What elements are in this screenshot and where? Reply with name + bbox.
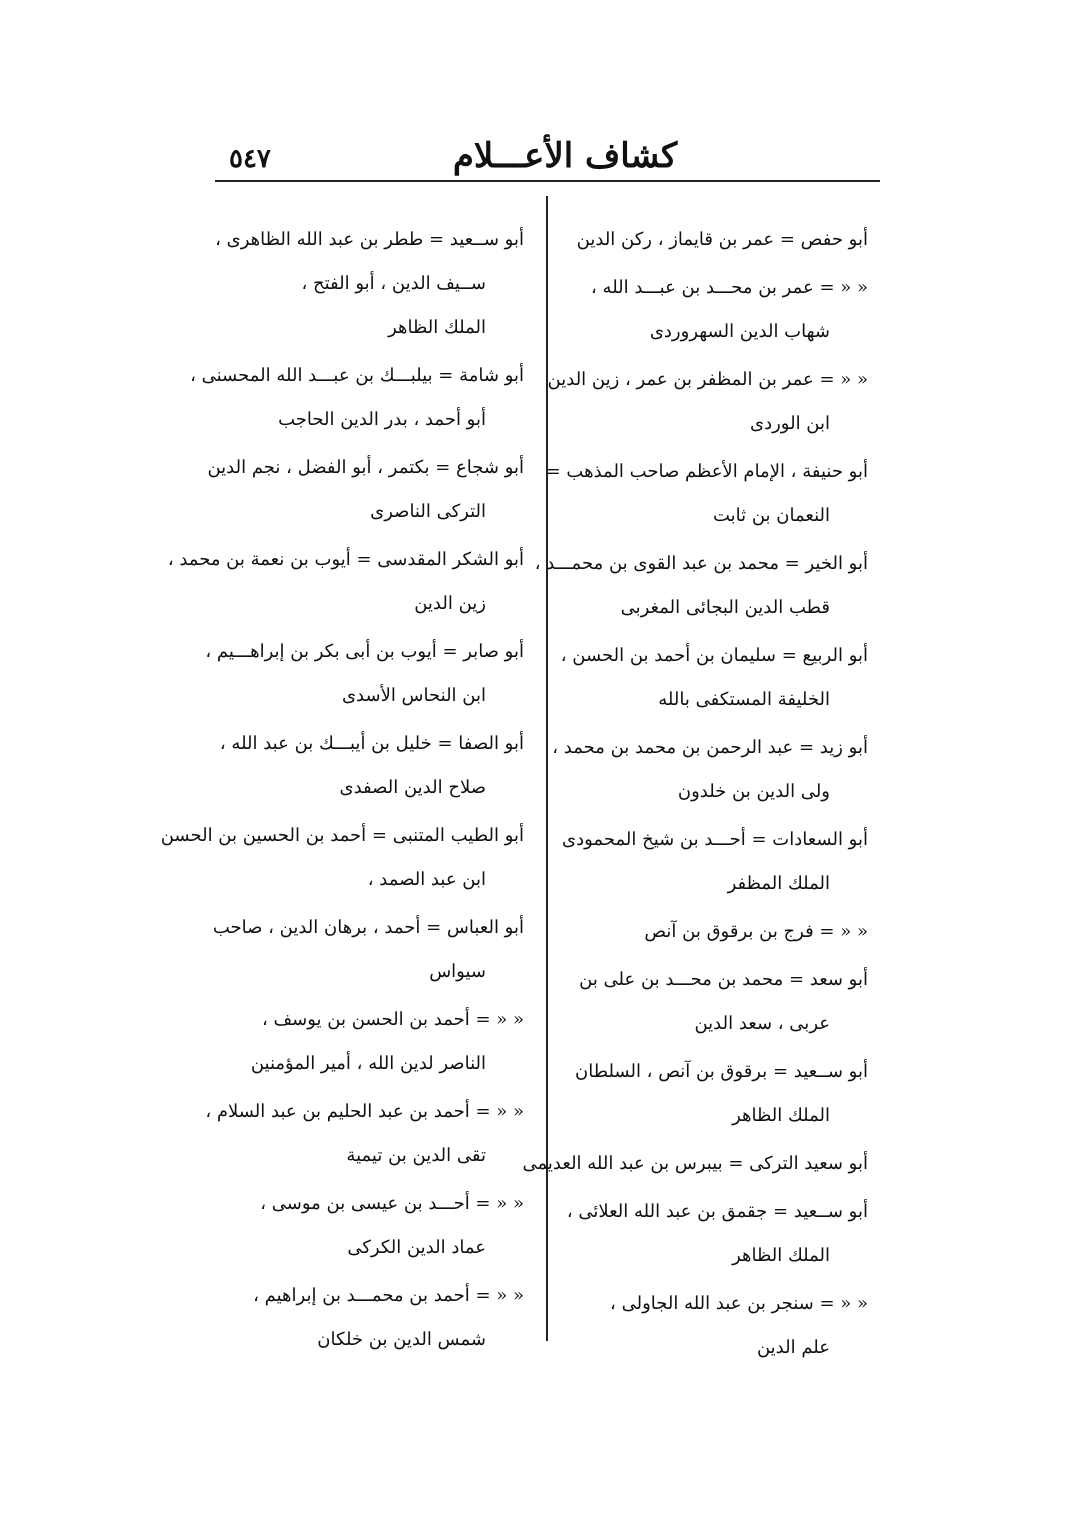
entry-heading-line: أبو الشكر المقدسى = أيوب بن نعمة بن محمد ، [167, 549, 524, 570]
entry-heading-line: أبو الخير = محمد بن عبد القوى بن محمـــد ، [534, 553, 868, 574]
entry-heading-line: أبو ســعيد = جقمق بن عبد الله العلائى ، [566, 1201, 868, 1222]
entry-heading-line: أبو السعادات = أحـــد بن شيخ المحمودى [562, 829, 868, 850]
entry-heading-line: أبو الصفا = خليل بن أيبـــك بن عبد الله ، [219, 733, 524, 754]
entry-continuation-line: قطب الدين البجائى المغربى [620, 597, 830, 618]
entry-heading-line: أبو سعيد التركى = بيبرس بن عبد الله العديمى [522, 1153, 868, 1174]
entry-continuation-line: الملك الظاهر [732, 1245, 830, 1266]
index-entry [226, 1274, 524, 1362]
entry-continuation-line: الخليفة المستكفى بالله [658, 689, 830, 710]
entry-heading-line: أبو العباس = أحمد ، برهان الدين ، صاحب [212, 917, 524, 938]
entry-continuation-line: زين الدين [414, 593, 486, 614]
entry-heading-line: أبو حفص = عمر بن قايماز ، ركن الدين [576, 229, 868, 250]
entry-continuation-line: ابن عبد الصمد ، [367, 869, 486, 890]
entry-heading-line: « « = أحمد بن الحسن بن يوسف ، [262, 1009, 524, 1030]
page-header [215, 128, 880, 180]
entry-continuation-line: علم الدين [756, 1337, 830, 1358]
entry-continuation-line: شمس الدين بن خلكان [317, 1329, 486, 1350]
running-title: كشاف الأعـــلام [452, 136, 678, 176]
index-entry [226, 1182, 524, 1270]
entry-continuation-line: تقى الدين بن تيمية [346, 1145, 486, 1166]
index-entry [190, 354, 524, 442]
entry-continuation-line: أبو أحمد ، بدر الدين الحاجب [278, 409, 486, 430]
entry-heading-line: « « = عمر بن محـــد بن عبـــد الله ، [591, 277, 868, 298]
entry-heading-line: أبو ســعيد = ططر بن عبد الله الظاهرى ، [215, 229, 524, 250]
entry-continuation-line: صلاح الدين الصفدى [339, 777, 486, 798]
index-entry [545, 450, 868, 538]
entry-continuation-line: الناصر لدين الله ، أمير المؤمنين [250, 1053, 486, 1074]
entry-continuation-line: عربى ، سعد الدين [694, 1013, 830, 1034]
header-rule [215, 180, 880, 182]
entry-heading-line: أبو شجاع = بكتمر ، أبو الفضل ، نجم الدين [207, 457, 524, 478]
entry-heading-line: « « = أحمد بن محمـــد بن إبراهيم ، [253, 1285, 524, 1306]
entry-continuation-line: ابن الوردى [749, 413, 830, 434]
entry-continuation-line: ابن النحاس الأسدى [341, 685, 486, 706]
entry-continuation-line: الملك الظاهر [388, 317, 486, 338]
entry-continuation-line: عماد الدين الكركى [347, 1237, 486, 1258]
index-entry [570, 910, 868, 954]
entry-heading-line: أبو سعد = محمد بن محـــد بن على بن [579, 969, 868, 990]
index-entry [570, 266, 868, 354]
entry-continuation-line: ولى الدين بن خلدون [677, 781, 830, 802]
index-entry [570, 1050, 868, 1138]
entry-continuation-line: النعمان بن ثابت [712, 505, 830, 526]
index-entry [547, 358, 868, 446]
index-entry [570, 218, 868, 262]
index-entry [205, 1090, 524, 1178]
entry-continuation-line: الملك المظفر [727, 873, 830, 894]
index-entry [207, 446, 524, 534]
entry-heading-line: أبو الربيع = سليمان بن أحمد بن الحسن ، [560, 645, 868, 666]
index-entry [167, 538, 524, 626]
index-entry [562, 818, 868, 906]
index-entry [560, 634, 868, 722]
index-entry [552, 726, 868, 814]
entry-heading-line: أبو ســعيد = برقوق بن آنص ، السلطان [574, 1061, 868, 1082]
entry-heading-line: « « = سنجر بن عبد الله الجاولى ، [610, 1293, 868, 1314]
entry-continuation-line: ســيف الدين ، أبو الفتح ، [301, 273, 486, 294]
index-entry [215, 218, 524, 350]
index-entry [219, 722, 524, 810]
index-entry [570, 1282, 868, 1370]
index-entry [205, 630, 524, 718]
entry-heading-line: أبو زيد = عبد الرحمن بن محمد بن محمد ، [552, 737, 868, 758]
entry-continuation-line: سيواس [429, 961, 486, 982]
index-entry [534, 542, 868, 630]
entry-heading-line: أبو حنيفة ، الإمام الأعظم صاحب المذهب = [545, 461, 868, 482]
index-entry [226, 998, 524, 1086]
index-entry [522, 1142, 868, 1186]
index-entry [566, 1190, 868, 1278]
entry-heading-line: « « = أحمد بن عبد الحليم بن عبد السلام ، [205, 1101, 524, 1122]
entry-heading-line: « « = عمر بن المظفر بن عمر ، زين الدين [547, 369, 868, 390]
index-entry [212, 906, 524, 994]
entry-heading-line: « « = أحـــد بن عيسى بن موسى ، [260, 1193, 524, 1214]
entry-heading-line: « « = فرج بن برقوق بن آنص [644, 921, 868, 942]
left-column [160, 218, 524, 1366]
index-entry [160, 814, 524, 902]
entry-continuation-line: الملك الظاهر [732, 1105, 830, 1126]
entry-heading-line: أبو صابر = أيوب بن أبى بكر بن إبراهـــيم ، [205, 641, 524, 662]
page-number: ٥٤٧ [229, 144, 271, 174]
index-entry [570, 958, 868, 1046]
entry-heading-line: أبو شامة = بيلبـــك بن عبـــد الله المحسنى ، [190, 365, 524, 386]
right-column [522, 218, 868, 1374]
entry-continuation-line: التركى الناصرى [370, 501, 486, 522]
entry-continuation-line: شهاب الدين السهروردى [649, 321, 830, 342]
entry-heading-line: أبو الطيب المتنبى = أحمد بن الحسين بن الحسن [160, 825, 524, 846]
